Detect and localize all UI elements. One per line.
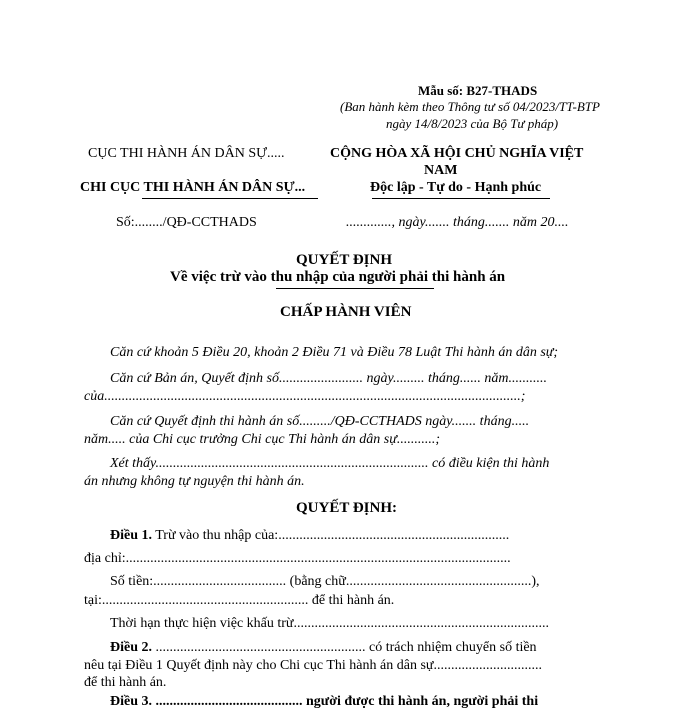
article-1-line-3: Số tiền:...................................... (bằng chữ.....................................................), [110,574,540,589]
decision-heading: QUYẾT ĐỊNH: [296,500,397,516]
national-motto: Độc lập - Tự do - Hạnh phúc [370,180,542,195]
ground-4-line-2: án nhưng không tự nguyện thi hành án. [84,474,305,489]
article-1-text: Trừ vào thu nhập của:.................................................................. [152,528,510,543]
article-2-label: Điều 2. [110,640,152,655]
ground-1: Căn cứ khoản 5 Điều 20, khoản 2 Điều 71 và Điều 78 Luật Thi hành án dân sự; [110,345,559,360]
ground-3-line-1: Căn cứ Quyết định thi hành án số........./QĐ-CCTHADS ngày....... tháng..... [110,414,530,429]
article-1-line-5: Thời hạn thực hiện việc khấu trừ......................................................................... [110,616,550,631]
document-subtitle: Về việc trừ vào thu nhập của người phải thi hành án [170,269,506,285]
article-2-text: ............................................................ có trách nhiệm chuyển số tiền [152,640,537,655]
place-date: ............., ngày....... tháng....... năm 20.... [346,215,569,230]
decision-number: Số:......../QĐ-CCTHADS [116,215,257,230]
article-2-line-2: nêu tại Điều 1 Quyết định này cho Chi cục Thi hành án dân sự............................... [84,658,542,673]
ground-3-line-2: năm..... của Chi cục trưởng Chi cục Thi hành án dân sự...........; [84,432,441,447]
agency-underline [142,198,318,199]
ground-2-line-1: Căn cứ Bản án, Quyết định số........................ ngày......... tháng...... năm........... [110,371,547,386]
authority-heading: CHẤP HÀNH VIÊN [280,304,412,320]
ground-4-line-1: Xét thấy.............................................................................. có điều kiện thi hành [110,456,550,471]
article-2-line-1 [110,640,537,656]
issued-by-line-1: (Ban hành kèm theo Thông tư số 04/2023/TT-BTP [340,99,600,114]
subtitle-underline [276,288,434,289]
form-number: Mẫu số: B27-THADS [418,83,538,98]
article-1-line-2: địa chỉ:.............................................................................................................. [84,551,511,566]
article-1-line-4: tại:........................................................... để thi hành án. [84,593,395,608]
nation-name-line-1: CỘNG HÒA XÃ HỘI CHỦ NGHĨA VIỆT [330,146,584,161]
article-2-line-3: để thi hành án. [84,675,167,690]
ground-2-line-2: của.......................................................................................................................; [84,389,526,404]
sub-agency: CHI CỤC THI HÀNH ÁN DÂN SỰ... [80,180,306,195]
motto-underline [372,198,550,199]
issued-by-line-2: ngày 14/8/2023 của Bộ Tư pháp) [386,116,559,131]
article-1-line-1 [110,528,509,544]
article-3-partial: Điều 3. .......................................... người được thi hành án, người phải thi [110,694,539,709]
article-1-label: Điều 1. [110,528,152,543]
nation-name-line-2: NAM [424,163,458,178]
document-title: QUYẾT ĐỊNH [296,252,392,268]
parent-agency: CỤC THI HÀNH ÁN DÂN SỰ..... [88,146,285,161]
